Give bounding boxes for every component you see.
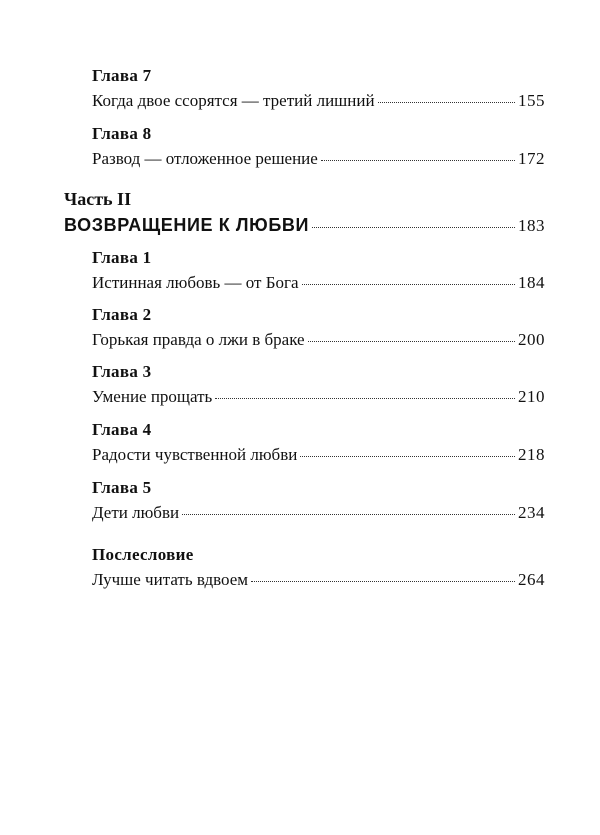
afterword-heading: Послесловие bbox=[92, 545, 194, 564]
page-number: 155 bbox=[518, 91, 545, 110]
dot-leader bbox=[182, 513, 515, 515]
toc-entry-part-2-chapter-3 bbox=[92, 386, 545, 408]
toc-entry-part-2-chapter-4 bbox=[92, 444, 545, 466]
page-number: 210 bbox=[518, 387, 545, 406]
entry-title: Лучше читать вдвоем bbox=[92, 570, 249, 589]
toc-entry-part-2-chapter-2 bbox=[92, 329, 545, 351]
dot-leader bbox=[215, 397, 515, 399]
entry-title: Истинная любовь — от Бога bbox=[92, 273, 299, 292]
entry-title: Когда двое ссорятся — третий лишний bbox=[92, 91, 375, 110]
chapter-7-heading: Глава 7 bbox=[92, 66, 152, 85]
toc-entry-part-2 bbox=[64, 214, 545, 237]
toc-entry-chapter-7 bbox=[92, 90, 545, 112]
dot-leader bbox=[378, 101, 515, 103]
part-2-chapter-5-heading: Глава 5 bbox=[92, 478, 152, 497]
chapter-8-heading: Глава 8 bbox=[92, 124, 152, 143]
part-title: ВОЗВРАЩЕНИЕ К ЛЮБВИ bbox=[64, 215, 309, 235]
page-number: 183 bbox=[518, 216, 545, 235]
page-number: 218 bbox=[518, 445, 545, 464]
part-2-chapter-3-heading: Глава 3 bbox=[92, 362, 152, 381]
dot-leader bbox=[302, 283, 515, 285]
page-number: 200 bbox=[518, 330, 545, 349]
entry-title: Развод — отложенное решение bbox=[92, 149, 318, 168]
entry-title: Дети любви bbox=[92, 503, 180, 522]
toc-entry-chapter-8 bbox=[92, 148, 545, 170]
page-number: 264 bbox=[518, 570, 545, 589]
part-2-heading: Часть II bbox=[64, 189, 132, 209]
part-2-chapter-2-heading: Глава 2 bbox=[92, 305, 152, 324]
entry-title: Радости чувственной любви bbox=[92, 445, 298, 464]
part-2-chapter-4-heading: Глава 4 bbox=[92, 420, 152, 439]
dot-leader bbox=[251, 580, 515, 582]
page-number: 172 bbox=[518, 149, 545, 168]
toc-entry-afterword bbox=[92, 569, 545, 591]
dot-leader bbox=[308, 340, 515, 342]
part-2-chapter-1-heading: Глава 1 bbox=[92, 248, 152, 267]
dot-leader bbox=[300, 455, 515, 457]
entry-title: Горькая правда о лжи в браке bbox=[92, 330, 305, 349]
toc-entry-part-2-chapter-5 bbox=[92, 502, 545, 524]
page-number: 234 bbox=[518, 503, 545, 522]
toc-entry-part-2-chapter-1 bbox=[92, 272, 545, 294]
entry-title: Умение прощать bbox=[92, 387, 213, 406]
page-number: 184 bbox=[518, 273, 545, 292]
dot-leader bbox=[312, 226, 515, 228]
dot-leader bbox=[321, 159, 515, 161]
